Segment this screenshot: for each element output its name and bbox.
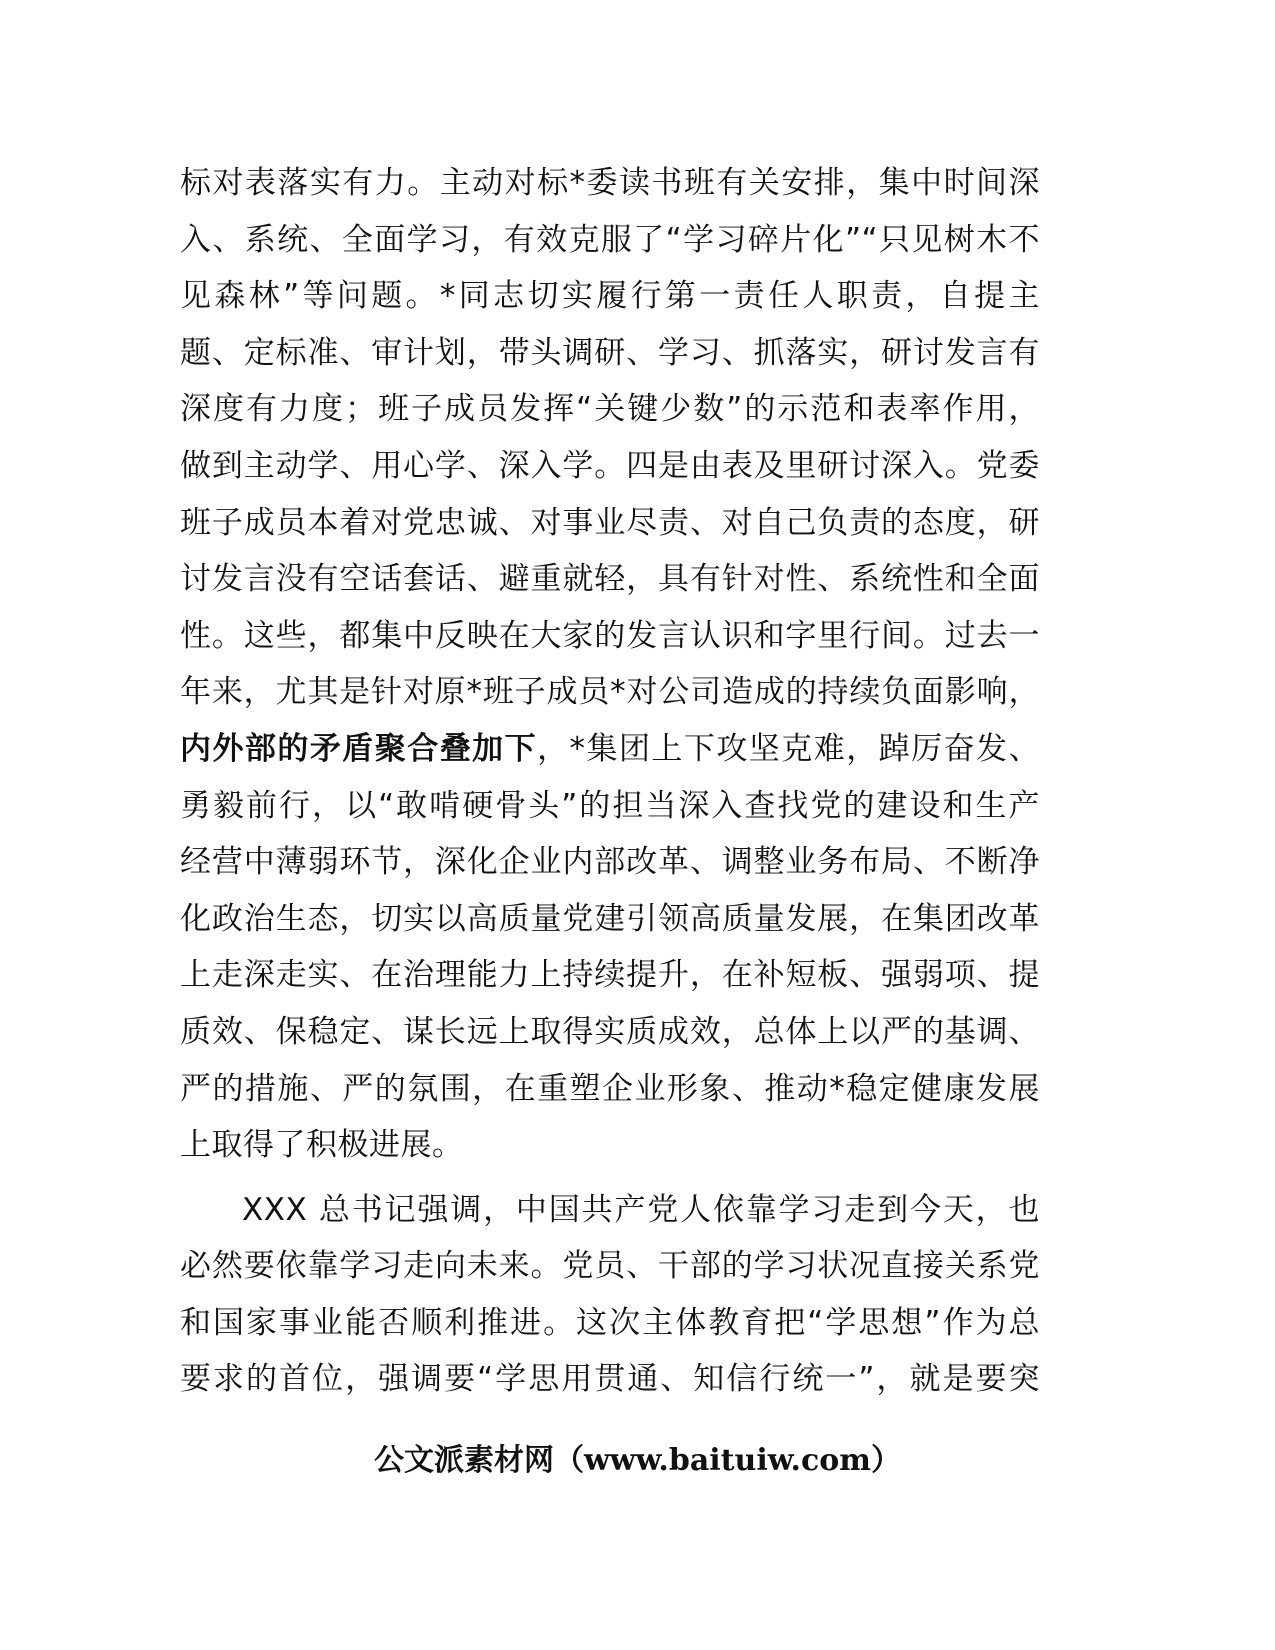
document-body [180,155,1040,1408]
bold-phrase: 内外部的矛盾聚合叠加下 [180,730,538,767]
text-line: 严的措施、严的氛围，在重塑企业形象、推动*稳定健康发展 [180,1070,1040,1107]
text-line-with-bold [180,721,1040,778]
text-line: 年来，尤其是针对原*班子成员*对公司造成的持续负面影响， [180,674,1040,711]
line-remainder: ，*集团上下攻坚克难，踔厉奋发、 [537,730,1040,767]
text-line: 见森林”等问题。*同志切实履行第一责任人职责，自提主 [180,278,1040,315]
text-line: 性。这些，都集中反映在大家的发言认识和字里行间。过去一 [180,617,1040,654]
paragraph-gap [180,1174,1040,1182]
text-line: 题、定标准、审计划，带头调研、学习、抓落实，研讨发言有 [180,334,1040,371]
text-line: 深度有力度；班子成员发挥“关键少数”的示范和表率作用， [180,391,1040,428]
text-line: 经营中薄弱环节，深化企业内部改革、调整业务布局、不断净 [180,844,1040,881]
text-line: 化政治生态，切实以高质量党建引领高质量发展，在集团改革 [180,900,1040,937]
text-line: 做到主动学、用心学、深入学。四是由表及里研讨深入。党委 [180,447,1040,484]
text-line: 要求的首位，强调要“学思用贯通、知信行统一”，就是要突 [180,1361,1040,1398]
text-line-indented: XXX 总书记强调，中国共产党人依靠学习走到今天，也 [242,1191,1040,1228]
text-line: 入、系统、全面学习，有效克服了“学习碎片化”“只见树木不 [180,221,1040,258]
text-line: 班子成员本着对党忠诚、对事业尽责、对自己负责的态度，研 [180,504,1040,541]
text-line: 质效、保稳定、谋长远上取得实质成效，总体上以严的基调、 [180,1013,1040,1050]
text-line: 勇毅前行，以“敢啃硬骨头”的担当深入查找党的建设和生产 [180,787,1040,824]
text-line: 和国家事业能否顺利推进。这次主体教育把“学思想”作为总 [180,1304,1040,1341]
text-line: 讨发言没有空话套话、避重就轻，具有针对性、系统性和全面 [180,561,1040,598]
text-line: 上走深走实、在治理能力上持续提升，在补短板、强弱项、提 [180,957,1040,994]
text-line-last: 上取得了积极进展。 [180,1127,464,1164]
text-line: 必然要依靠学习走向未来。党员、干部的学习状况直接关系党 [180,1248,1040,1285]
text-line: 标对表落实有力。主动对标*委读书班有关安排，集中时间深 [180,165,1040,201]
footer-watermark: 公文派素材网（www.baituiw.com） [373,1443,902,1478]
